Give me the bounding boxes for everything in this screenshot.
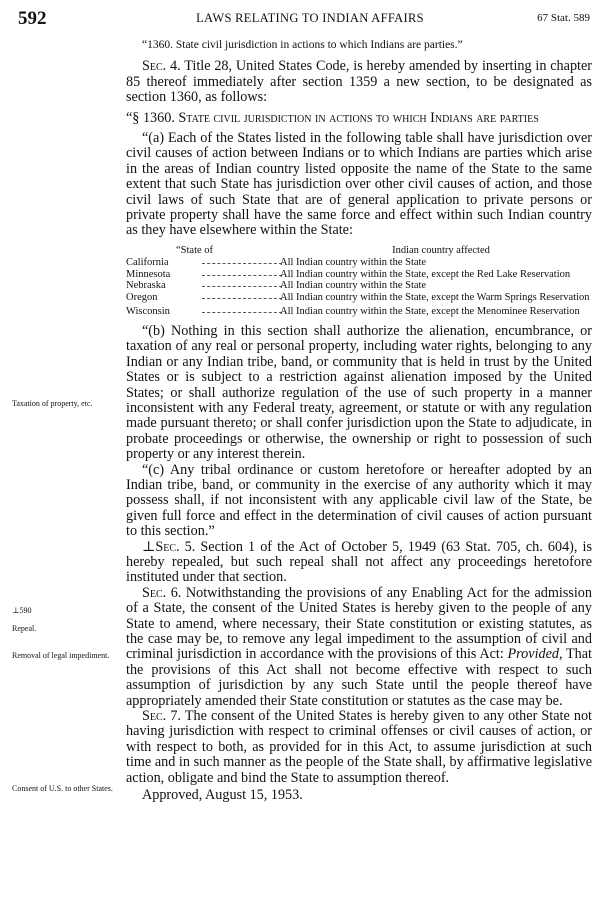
dot-leader xyxy=(198,292,290,304)
section-1360-title: State civil jurisdiction in actions to which Indians are parties xyxy=(178,109,539,126)
chapter-analysis-line: “1360. State civil jurisdiction in actions to which Indians are parties.” xyxy=(142,39,463,51)
section-4-label: Sec. 4. xyxy=(142,58,181,75)
state-name: Wisconsin xyxy=(126,306,170,318)
country-affected: All Indian country within the State xyxy=(280,280,427,292)
state-name: California xyxy=(126,257,169,269)
table-row xyxy=(126,292,592,304)
section-7 xyxy=(126,709,592,786)
running-header xyxy=(0,8,600,30)
section-4 xyxy=(126,59,592,105)
section-6 xyxy=(126,586,592,709)
table-row xyxy=(126,269,592,281)
section-5-text: Section 1 of the Act of October 5, 1949 (63 Stat. 705, ch. 604), is hereby repealed, but such repeal shall not affect any proceedings heretofore instituted under that section. xyxy=(126,538,592,586)
margin-page-marker: ⊥590 xyxy=(12,606,32,615)
dot-leader xyxy=(198,257,290,269)
column-header-state: “State of xyxy=(176,244,214,256)
paragraph-b: “(b) Nothing in this section shall authorize the alienation, encumbrance, or taxation of any real or personal property, including water rights, belonging to any Indian or any Indian tribe, band, or community that is held in trust by the United States or is subject to a restriction against alienation imposed by the United States; or shall authorize regulation of the use of such property in a manner inconsistent with any Federal treaty, agreement, or statute or with any regulation made pursuant thereto; or shall confer jurisdiction upon the State to adjudicate, in probate proceedings or otherwise, the ownership or right to possession of such property or any interest therein. xyxy=(126,322,592,463)
table-row xyxy=(126,257,592,269)
dot-leader xyxy=(198,280,290,292)
paragraph-a: “(a) Each of the States listed in the following table shall have jurisdiction over civil causes of action between Indians or to which Indians are parties which arise in the areas of Indian country listed opposite the name of the State to the same extent that such State has jurisdiction over other civil causes of action, and those civil laws of such State that are of general application to private persons or private property shall have the same force and effect within such Indian country as they have elsewhere within the State: xyxy=(126,130,592,239)
statute-body xyxy=(126,38,592,803)
section-1360-number: “§ 1360. xyxy=(126,109,179,126)
country-affected: All Indian country within the State, except the Warm Springs Reservation xyxy=(280,291,590,303)
margin-note-consent: Consent of U.S. to other States. xyxy=(12,784,113,793)
section-4-text: Title 28, United States Code, is hereby amended by inserting in chapter 85 thereof immediately after section 1359 a new section, to be designated as section 1360, as follows: xyxy=(126,58,593,106)
country-affected: All Indian country within the State xyxy=(280,257,427,269)
section-5 xyxy=(126,540,592,586)
approval-line: Approved, August 15, 1953. xyxy=(142,787,303,804)
table-header-row xyxy=(126,245,592,258)
paragraph-c: “(c) Any tribal ordinance or custom heretofore or hereafter adopted by an Indian tribe, band, or community in the exercise of any authority which it may possess shall, if not inconsistent with any applicable civil law of the State, be given full force and effect in the determination of civil causes of action pursuant to this section.” xyxy=(126,461,592,540)
state-jurisdiction-table xyxy=(126,245,592,318)
section-6-text-before: Notwithstanding the provisions of any Enabling Act for the admission of a State, the consent of the United States is hereby given to the people of any State to amend, where necessary, their State constitution or existing statutes, as the case may be, to remove any legal impediment to the assumption of civil and criminal jurisdiction in accordance with the provisions of this Act: xyxy=(126,584,592,663)
dot-leader xyxy=(198,269,290,281)
page-number: 592 xyxy=(18,8,47,29)
section-6-text-after: That the provisions of this Act shall not become effective with respect to such assumption of jurisdiction by any such State until the people thereof have appropriately amended their State constitution or statutes as the case may be. xyxy=(126,646,593,709)
provided-keyword: Provided, xyxy=(507,646,563,663)
margin-note-repeal: Repeal. xyxy=(12,624,37,633)
dot-leader xyxy=(198,303,290,318)
column-header-country: Indian country affected xyxy=(392,244,490,256)
running-title: LAWS RELATING TO INDIAN AFFAIRS xyxy=(196,11,424,25)
state-name: Nebraska xyxy=(126,280,166,292)
margin-note-removal: Removal of legal impediment. xyxy=(12,651,110,660)
table-row xyxy=(126,280,592,292)
section-1360-heading xyxy=(126,111,592,126)
section-5-label: ⊥Sec. 5. xyxy=(142,538,196,555)
margin-note-taxation: Taxation of property, etc. xyxy=(12,399,93,408)
section-7-label: Sec. 7. xyxy=(142,708,181,725)
country-affected: All Indian country within the State, except the Menominee Reservation xyxy=(280,306,580,318)
state-name: Oregon xyxy=(126,291,158,303)
section-6-label: Sec. 6. xyxy=(142,584,182,601)
state-name: Minnesota xyxy=(126,268,171,280)
table-row xyxy=(126,303,592,318)
section-7-text: The consent of the United States is hereby given to any other State not having jurisdiction with respect to criminal offenses or civil causes of action, or with respect to both, as provided for in this Act, to assume jurisdiction at such time and in such manner as the people of the State shall, by affirmative legislative action, obligate and bind the State to assumption thereof. xyxy=(126,708,593,786)
country-affected: All Indian country within the State, except the Red Lake Reservation xyxy=(280,268,571,280)
statute-reference: 67 Stat. 589 xyxy=(537,12,590,24)
